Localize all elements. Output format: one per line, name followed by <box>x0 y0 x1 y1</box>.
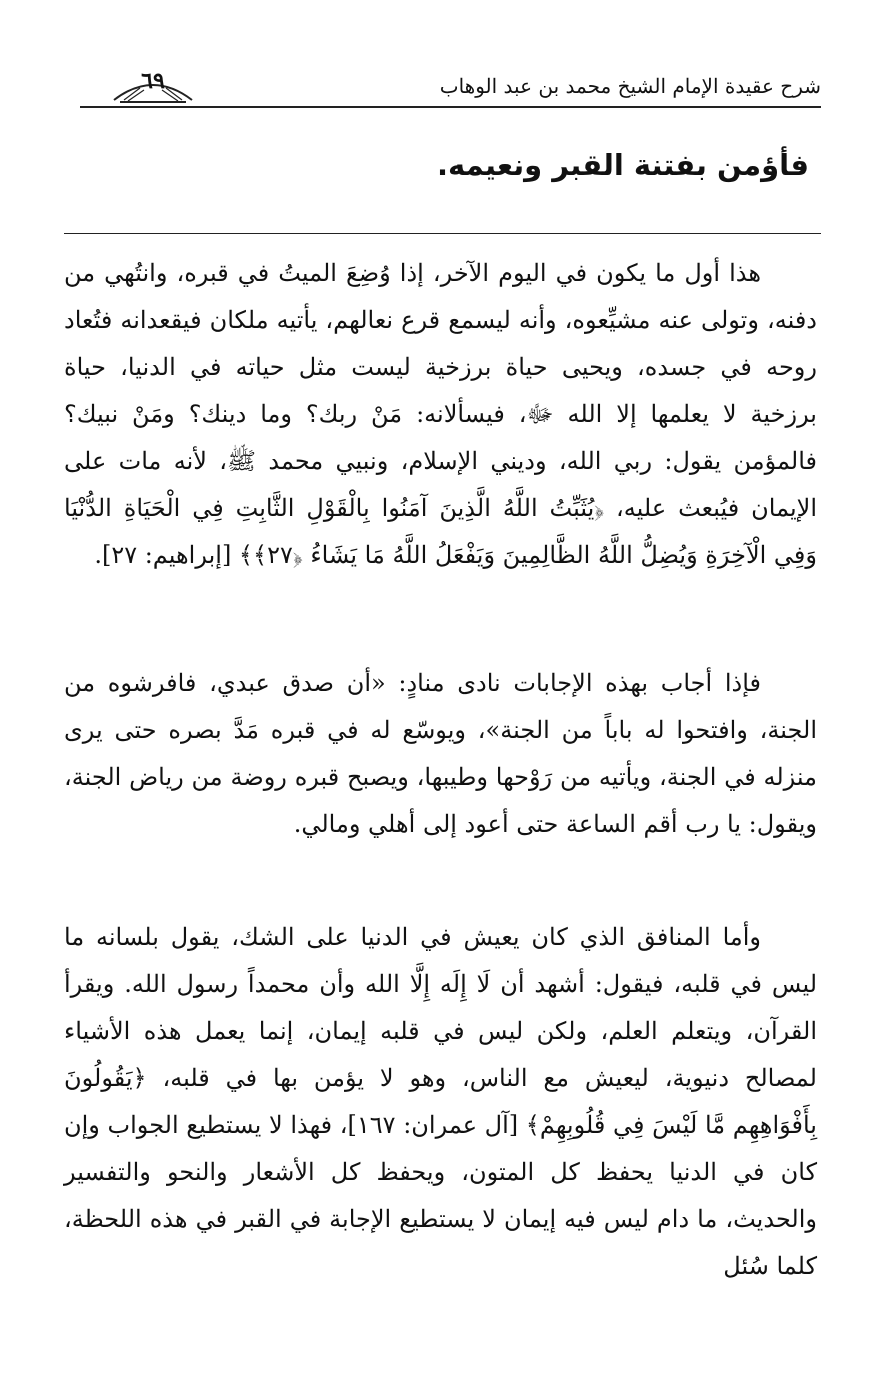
title-divider <box>64 233 821 234</box>
section-title: فأؤمن بفتنة القبر ونعيمه. <box>436 148 809 182</box>
paragraph-1-text: هذا أول ما يكون في اليوم الآخر، إذا وُضِعَ الميتُ في قبره، وانتُهي من دفنه، وتولى عنه مشيِّعوه، وأنه ليسمع قرع نعالهم، يأتيه ملكان فيقعدانه فتُعاد روحه في جسده، ويحيى حياة برزخية ليست مثل حياته في الدنيا، حياة برزخية لا يعلمها إلا الله ﷻ، فيسألانه: مَنْ ربك؟ وما دينك؟ ومَنْ نبيك؟ فالمؤمن يقول: ربي الله، وديني الإسلام، ونبيي محمد ﷺ، لأنه مات على الإيمان فيُبعث عليه، ﴿يُثَبِّتُ اللَّهُ الَّذِينَ آمَنُوا بِالْقَوْلِ الثَّابِتِ فِي الْحَيَاةِ الدُّنْيَا وَفِي الْآخِرَةِ وَيُضِلُّ اللَّهُ الظَّالِمِينَ وَيَفْعَلُ اللَّهُ مَا يَشَاءُ ﴿٢٧﴾﴾ [إبراهيم: ٢٧]. <box>64 259 817 569</box>
paragraph-3 <box>64 914 817 1290</box>
running-title: شرح عقيدة الإمام الشيخ محمد بن عبد الوهاب <box>439 74 821 98</box>
paragraph-2 <box>64 660 817 848</box>
header-divider <box>80 106 821 108</box>
page-number-badge <box>110 66 196 106</box>
paragraph-1 <box>64 250 817 579</box>
paragraph-3-text: وأما المنافق الذي كان يعيش في الدنيا على الشك، يقول بلسانه ما ليس في قلبه، فيقول: أشهد أن لَا إِلَه إِلَّا الله وأن محمداً رسول الله. ويقرأ القرآن، ويتعلم العلم، ولكن ليس في قلبه إيمان، إنما يعمل هذه الأشياء لمصالح دنيوية، ليعيش مع الناس، وهو لا يؤمن بها في قلبه، ﴿يَقُولُونَ بِأَفْوَاهِهِم مَّا لَيْسَ فِي قُلُوبِهِمْ﴾ [آل عمران: ١٦٧]، فهذا لا يستطيع الجواب وإن كان في الدنيا يحفظ كل المتون، ويحفظ كل الأشعار والنحو والتفسير والحديث، ما دام ليس فيه إيمان لا يستطيع الإجابة في القبر في هذه اللحظة، كلما سُئل <box>64 923 818 1280</box>
paragraph-2-text: فإذا أجاب بهذه الإجابات نادى منادٍ: «أن صدق عبدي، فافرشوه من الجنة، وافتحوا له باباً من الجنة»، ويوسّع له في قبره مَدَّ بصره حتى يرى منزله في الجنة، ويأتيه من رَوْحها وطيبها، ويصبح قبره روضة من رياض الجنة، ويقول: يا رب أقم الساعة حتى أعود إلى أهلي ومالي. <box>64 669 817 838</box>
page-number: ٦٩ <box>141 68 165 94</box>
